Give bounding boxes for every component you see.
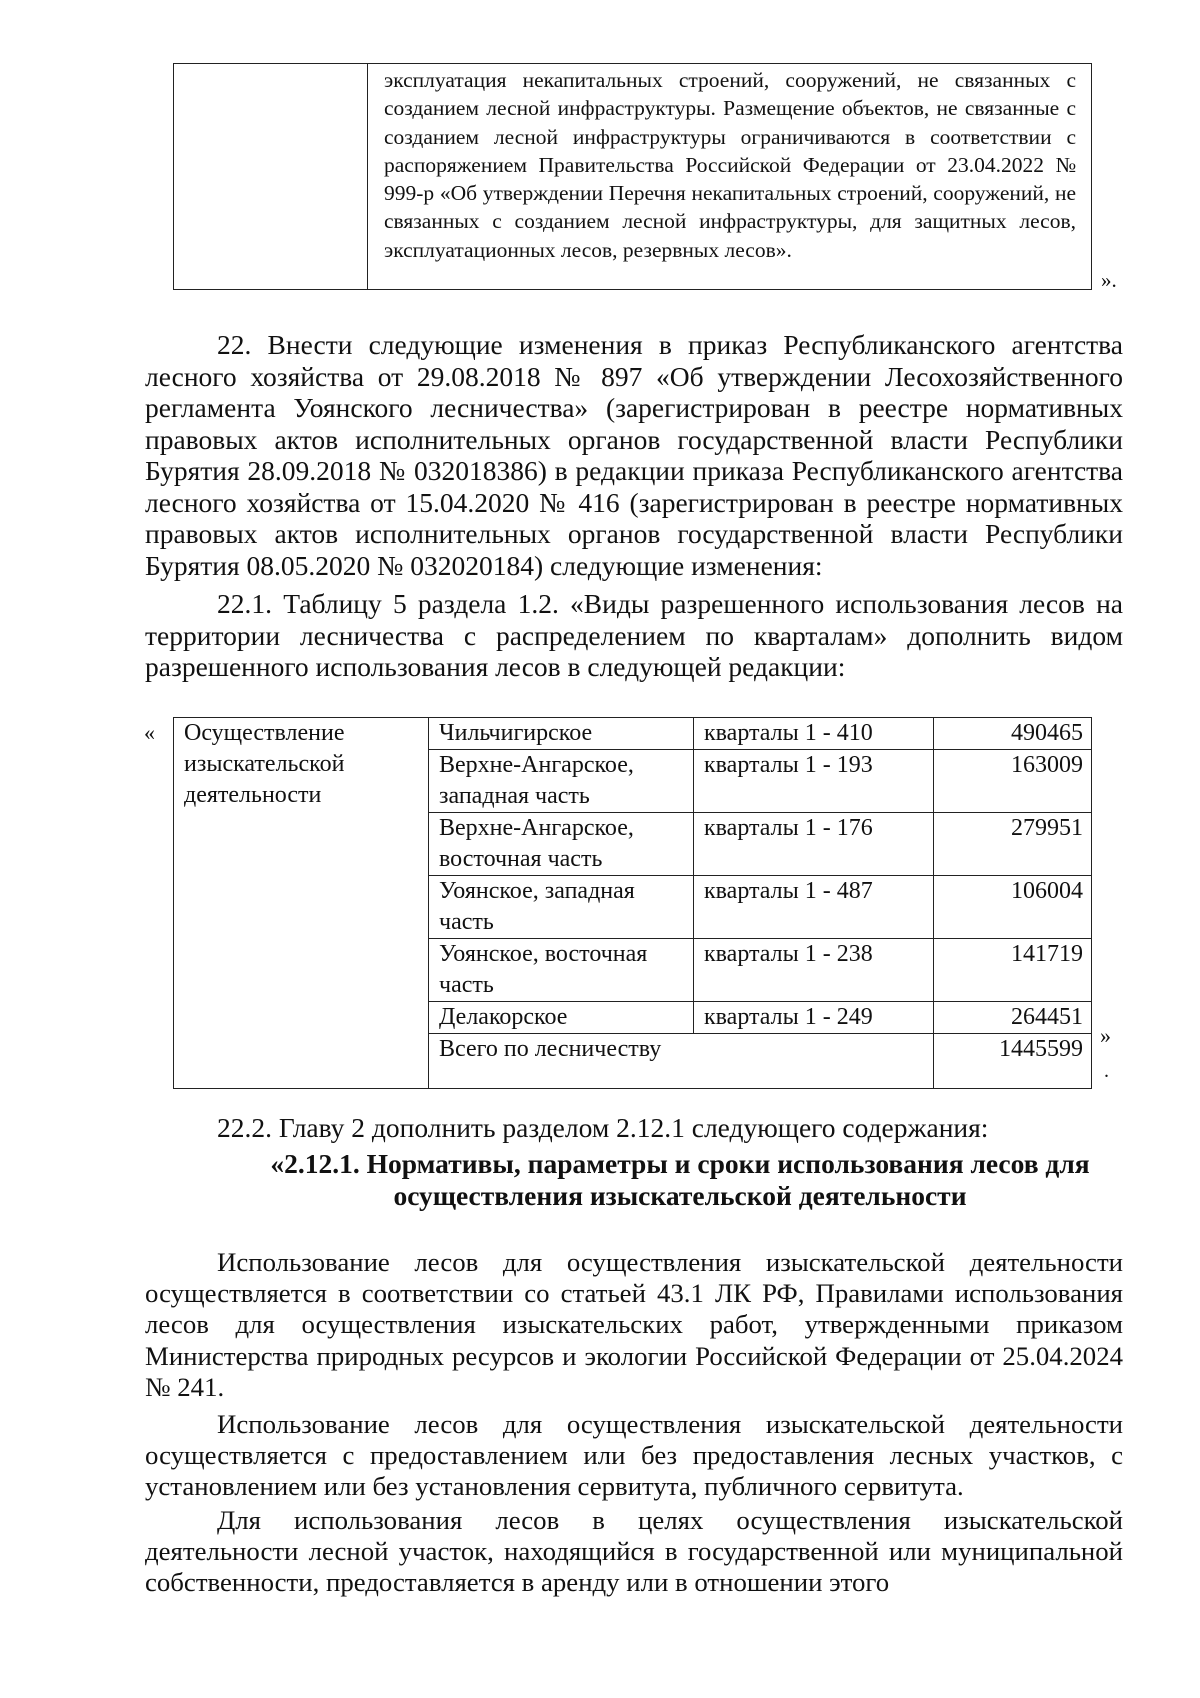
table-cell-text: эксплуатация некапитальных строений, сооружений, не связанных с созданием лесной инфраструктуры. Размещение объектов, не связанные с созданием лесной инфраструктуры ограничиваются в соответствии с распоряжением Правительства Российской Федерации от 23.04.2022 № 999-р «Об утверждении Перечня некапитальных строений, сооружений, не связанных с созданием лесной инфраструктуры, для защитных лесов, эксплуатационных лесов, резервных лесов». [384,68,1076,262]
paragraph-22-1: 22.1. Таблицу 5 раздела 1.2. «Виды разрешенного использования лесов на территории лесничества с распределением по кварталам» дополнить видом разрешенного использования лесов в следующей редакции: [145,588,1123,682]
closing-quote: ». [1101,268,1117,292]
table-open-quote: « [144,720,155,745]
area-cell: 490465 [934,718,1092,750]
quarters-cell: кварталы 1 - 410 [694,718,934,750]
forestry-cell: Уоянское, западная часть [429,876,694,939]
total-value-cell: 1445599 [934,1034,1092,1089]
activity-cell: Осуществление изыскательской деятельности [174,718,429,1089]
area-cell: 163009 [934,750,1092,813]
area-cell: 106004 [934,876,1092,939]
paragraph-use-3: Для использования лесов в целях осуществления изыскательской деятельности лесной участок, находящийся в государственной или муниципальной собственности, предоставляется в аренду или в отношении этого [145,1505,1123,1598]
forestry-cell: Чильчигирское [429,718,694,750]
table-close-dot: . [1104,1060,1109,1082]
forest-use-table [173,717,1092,1089]
table-row [174,718,1092,750]
area-cell: 141719 [934,939,1092,1002]
area-cell: 264451 [934,1002,1092,1034]
quarters-cell: кварталы 1 - 249 [694,1002,934,1034]
paragraph-use-2: Использование лесов для осуществления изыскательской деятельности осуществляется с предоставлением или без предоставления лесных участков, с установлением или без установления сервитута, публичного сервитута. [145,1409,1123,1502]
forestry-cell: Делакорское [429,1002,694,1034]
forestry-cell: Верхне-Ангарское, западная часть [429,750,694,813]
forestry-cell: Верхне-Ангарское, восточная часть [429,813,694,876]
quarters-cell: кварталы 1 - 193 [694,750,934,813]
paragraph-22: 22. Внести следующие изменения в приказ Республиканского агентства лесного хозяйства от 29.08.2018 № 897 «Об утверждении Лесохозяйственного регламента Уоянского лесничества» (зарегистрирован в реестре нормативных правовых актов исполнительных органов государственной власти Республики Бурятия 28.09.2018 № 032018386) в редакции приказа Республиканского агентства лесного хозяйства от 15.04.2020 № 416 (зарегистрирован в реестре нормативных правовых актов исполнительных органов государственной власти Республики Бурятия 08.05.2020 № 032020184) следующие изменения: [145,329,1123,581]
quarters-cell: кварталы 1 - 176 [694,813,934,876]
table-close-quote: » [1100,1023,1111,1048]
area-cell: 279951 [934,813,1092,876]
table-column-divider [367,64,368,289]
section-heading: «2.12.1. Нормативы, параметры и сроки использования лесов для осуществления изыскательской деятельности [270,1148,1090,1211]
total-label-cell: Всего по лесничеству [429,1034,934,1089]
continuation-table [173,63,1092,290]
forestry-cell: Уоянское, восточная часть [429,939,694,1002]
paragraph-22-2: 22.2. Главу 2 дополнить разделом 2.12.1 следующего содержания: [217,1112,989,1143]
paragraph-use-1: Использование лесов для осуществления изыскательской деятельности осуществляется в соответствии со статьей 43.1 ЛК РФ, Правилами использования лесов для осуществления изыскательских работ, утвержденными приказом Министерства природных ресурсов и экологии Российской Федерации от 25.04.2024 № 241. [145,1247,1123,1402]
quarters-cell: кварталы 1 - 487 [694,876,934,939]
quarters-cell: кварталы 1 - 238 [694,939,934,1002]
